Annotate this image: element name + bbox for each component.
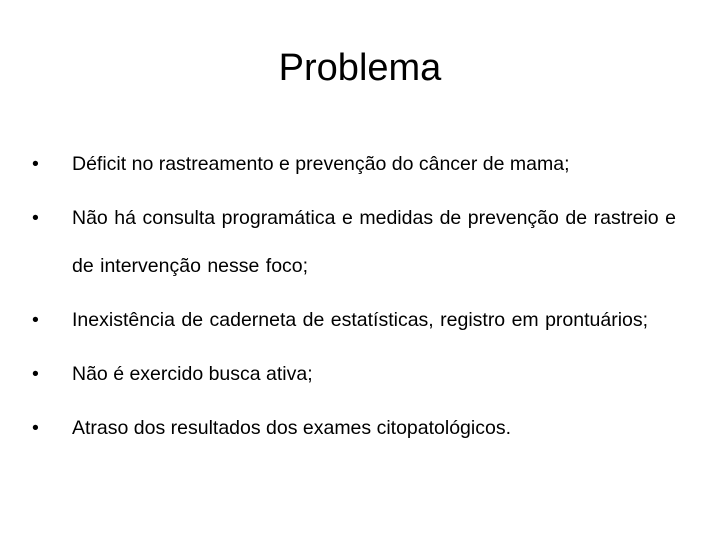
bullet-item [32,296,676,344]
bullet-list [32,140,676,458]
bullet-point-icon: • [32,363,39,385]
bullet-point-icon: • [32,309,39,331]
bullet-text: Atraso dos resultados dos exames citopatológicos. [72,417,511,439]
bullet-item [32,194,676,290]
bullet-point-icon: • [32,153,39,175]
slide-title: Problema [278,47,442,89]
bullet-point-icon: • [32,207,39,229]
bullet-text: Inexistência de caderneta de estatísticas, registro em prontuários; [72,309,649,331]
bullet-item [32,140,676,188]
bullet-text: Não há consulta programática e medidas de prevenção de rastreio e de intervenção nesse foco; [72,207,676,277]
bullet-text: Déficit no rastreamento e prevenção do câncer de mama; [72,153,570,175]
bullet-item [32,404,676,452]
bullet-text: Não é exercido busca ativa; [72,363,313,385]
bullet-item [32,350,676,398]
bullet-point-icon: • [32,417,39,439]
